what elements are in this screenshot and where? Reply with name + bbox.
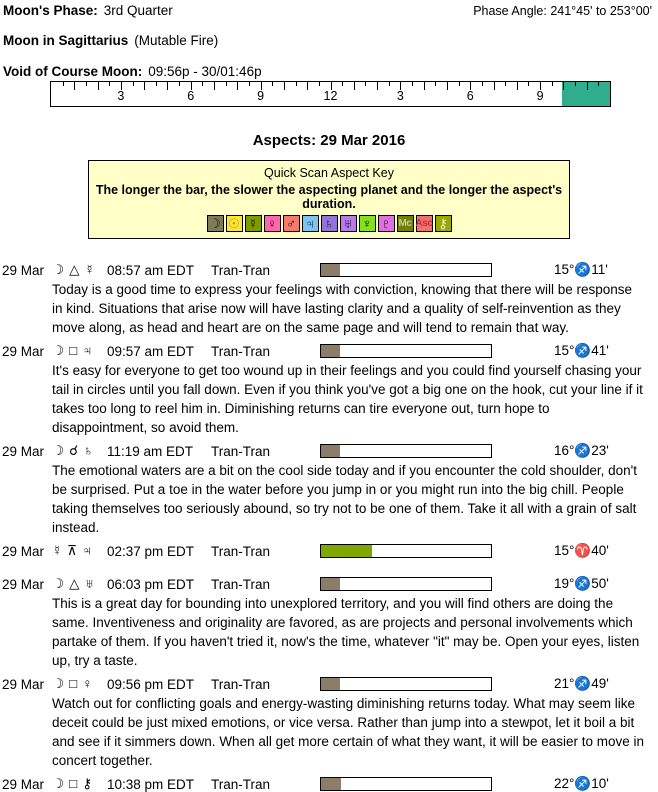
midheaven-icon: Mc xyxy=(397,215,414,232)
planet1-glyph: ☽ xyxy=(52,576,65,591)
aspect-block xyxy=(0,676,658,770)
ruler-hour-label: 9 xyxy=(257,89,265,103)
ruler-tick xyxy=(563,82,564,90)
aspect-description: Today is a good time to express your feelings with conviction, knowing that there will be response in kind. Situations that arise now will have lasting clarity and a quality of self-reinvention as they move along, as head and heart are on the same page and will tend to remain that way. xyxy=(52,282,633,335)
ruler-tick xyxy=(459,82,460,86)
aspect-type-glyph: △ xyxy=(69,576,80,591)
moon-phase-line xyxy=(3,3,658,18)
duration-bar-fill xyxy=(321,345,340,357)
ruler-hour-label: 6 xyxy=(187,89,195,103)
aspect-glyphs xyxy=(52,262,107,278)
mars-icon: ♂ xyxy=(283,215,300,232)
moon-info-panel xyxy=(0,0,658,107)
aspect-row xyxy=(0,576,658,592)
aspect-chart-type: Tran-Tran xyxy=(211,443,271,459)
ruler-tick xyxy=(296,82,297,86)
aspect-glyphs xyxy=(52,576,107,592)
planet2-glyph: ♄ xyxy=(83,443,94,458)
planet2-glyph: ⚷ xyxy=(82,776,93,791)
ruler-tick xyxy=(63,82,64,86)
ruler-tick xyxy=(179,82,180,86)
aspect-description: Watch out for conflicting goals and energy-wasting diminishing returns today. What may seem like deceit could be just mixed emotions, or vice versa. Rather than jump into a stewpot, let it boil a bit and see if it simmers down. When all get more certain of what they want, it will be easier to move in concert together. xyxy=(52,696,645,768)
planet2-glyph: ♃ xyxy=(82,343,93,358)
planet2-glyph: ♅ xyxy=(84,576,95,591)
planet1-glyph: ☽ xyxy=(52,443,65,458)
ruler-tick xyxy=(86,82,87,86)
pluto-icon: ♇ xyxy=(378,215,395,232)
ruler-tick xyxy=(249,82,250,86)
aspect-row xyxy=(0,676,658,692)
ruler-tick xyxy=(517,82,518,90)
aspect-list xyxy=(0,262,658,792)
moon-sign-label: Moon in Sagittarius xyxy=(3,33,129,48)
aspect-glyphs xyxy=(52,443,107,459)
duration-bar-fill xyxy=(321,778,341,790)
aspect-glyphs xyxy=(52,776,107,792)
aspect-row xyxy=(0,543,658,559)
duration-bar xyxy=(320,677,492,691)
ruler-tick xyxy=(389,82,390,86)
ruler-tick xyxy=(528,82,529,86)
aspect-time: 09:57 am EDT xyxy=(107,343,195,359)
aspect-chart-type: Tran-Tran xyxy=(211,343,271,359)
aspect-date: 29 Mar xyxy=(2,576,45,592)
ruler-hour-label: 3 xyxy=(117,89,125,103)
ruler-tick xyxy=(202,82,203,86)
aspect-chart-type: Tran-Tran xyxy=(211,776,271,792)
planet2-glyph: ☿ xyxy=(84,262,95,277)
ruler-tick xyxy=(74,82,75,90)
ruler-hour-label: 12 xyxy=(323,89,338,103)
ruler-tick xyxy=(412,82,413,86)
venus-icon: ♀ xyxy=(264,215,281,232)
sun-icon: ☉ xyxy=(226,215,243,232)
aspect-degree: 21°♐49' xyxy=(554,676,609,691)
aspect-description: It's easy for everyone to get too wound up in their feelings and you could find yourself chasing your tail in circles until you fall down. Even if you think you've got a big one on the hook, cut your line if it takes too long to reel him in. Diminishing returns can tire everyone out, turn hope to disappointment, so avoid them. xyxy=(52,363,643,435)
aspect-block xyxy=(0,543,658,559)
aspect-type-glyph: △ xyxy=(69,262,80,277)
aspect-chart-type: Tran-Tran xyxy=(211,676,271,692)
uranus-icon: ♅ xyxy=(340,215,357,232)
ruler-tick xyxy=(167,82,168,90)
ruler-tick xyxy=(98,82,99,90)
moon-icon: ☽ xyxy=(207,215,224,232)
ruler-hour-label: 3 xyxy=(396,89,404,103)
aspect-degree: 22°♐10' xyxy=(554,776,609,791)
aspect-row xyxy=(0,776,658,792)
aspect-block xyxy=(0,262,658,337)
duration-bar-fill xyxy=(321,545,372,557)
aspect-time: 06:03 pm EDT xyxy=(107,576,195,592)
aspects-title: Aspects: 29 Mar 2016 xyxy=(252,132,406,149)
jupiter-icon: ♃ xyxy=(302,215,319,232)
aspect-description: This is a great day for bounding into unexplored territory, and you will find others are doing the same. Inventiveness and originality are favored, as are projects and personal involvements which partake of them. If you haven't tried it, now's the time, whatever "it" may be. Open your eyes, listen up, try a taste. xyxy=(52,596,640,668)
aspect-block xyxy=(0,443,658,537)
ruler-tick xyxy=(133,82,134,86)
aspect-description: The emotional waters are a bit on the cool side today and if you encounter the cold shoulder, don't be surprised. Put a toe in the water before you jump in or you might run into the big chill. People taking themselves too seriously abound, so try not to be one of them. Take it all with a grain of salt instead. xyxy=(52,463,637,535)
ruler-tick xyxy=(587,82,588,90)
ruler-tick xyxy=(598,82,599,86)
planet1-glyph: ☽ xyxy=(52,676,65,691)
aspect-glyphs xyxy=(52,543,107,559)
ruler-tick xyxy=(552,82,553,86)
planet1-glyph: ☽ xyxy=(52,262,65,277)
ruler-tick xyxy=(494,82,495,90)
moon-sign-line xyxy=(3,33,658,48)
duration-bar xyxy=(320,344,492,358)
ruler-tick xyxy=(226,82,227,86)
aspect-block xyxy=(0,576,658,670)
aspect-block xyxy=(0,776,658,792)
aspect-time: 02:37 pm EDT xyxy=(107,543,195,559)
aspect-row xyxy=(0,262,658,278)
aspect-type-glyph: ☌ xyxy=(69,443,79,458)
void-timeline-ruler xyxy=(50,81,611,107)
ruler-tick xyxy=(342,82,343,86)
moon-sign-note: (Mutable Fire) xyxy=(134,33,219,48)
duration-bar xyxy=(320,544,492,558)
aspect-key-title: Quick Scan Aspect Key xyxy=(264,166,394,180)
planet-icon-row xyxy=(89,215,569,232)
aspect-degree: 15°♈40' xyxy=(554,543,609,558)
ruler-tick xyxy=(365,82,366,86)
aspect-time: 08:57 am EDT xyxy=(107,262,195,278)
ruler-tick xyxy=(447,82,448,90)
aspect-type-glyph: □ xyxy=(69,676,78,691)
planet1-glyph: ☿ xyxy=(52,543,63,558)
duration-bar xyxy=(320,577,492,591)
aspect-type-glyph: □ xyxy=(69,776,78,791)
void-of-course-line xyxy=(3,64,658,79)
ruler-tick xyxy=(284,82,285,90)
duration-bar-fill xyxy=(321,264,340,276)
planet1-glyph: ☽ xyxy=(52,343,65,358)
aspect-type-glyph: □ xyxy=(69,343,78,358)
quick-scan-aspect-key xyxy=(88,160,570,239)
planet2-glyph: ♃ xyxy=(82,543,93,558)
neptune-icon: ♆ xyxy=(359,215,376,232)
ruler-tick xyxy=(377,82,378,90)
aspect-glyphs xyxy=(52,343,107,359)
ruler-tick xyxy=(307,82,308,90)
aspect-type-glyph: ⊼ xyxy=(67,543,78,558)
aspect-chart-type: Tran-Tran xyxy=(211,543,271,559)
aspect-date: 29 Mar xyxy=(2,262,45,278)
aspect-key-subtitle: The longer the bar, the slower the aspecting planet and the longer the aspect's duration. xyxy=(95,183,563,211)
void-of-course-value: 09:56p - 30/01:46p xyxy=(148,64,262,79)
aspect-chart-type: Tran-Tran xyxy=(211,262,271,278)
aspect-degree: 15°♐11' xyxy=(554,262,608,277)
ruler-tick xyxy=(144,82,145,90)
aspect-time: 11:19 am EDT xyxy=(107,443,194,459)
aspect-date: 29 Mar xyxy=(2,776,45,792)
duration-bar-fill xyxy=(321,678,340,690)
ruler-hour-label: 6 xyxy=(466,89,474,103)
ruler-tick xyxy=(575,82,576,86)
aspect-row xyxy=(0,443,658,459)
aspect-block xyxy=(0,343,658,437)
ruler-tick xyxy=(214,82,215,90)
ruler-tick xyxy=(156,82,157,86)
void-of-course-label: Void of Course Moon: xyxy=(3,64,143,79)
aspect-chart-type: Tran-Tran xyxy=(211,576,271,592)
aspect-row xyxy=(0,343,658,359)
aspect-degree: 16°♐23' xyxy=(554,443,609,458)
aspect-date: 29 Mar xyxy=(2,676,45,692)
aspect-time: 10:38 pm EDT xyxy=(107,776,195,792)
duration-bar xyxy=(320,444,492,458)
saturn-icon: ♄ xyxy=(321,215,338,232)
ruler-hour-label: 9 xyxy=(536,89,544,103)
ruler-tick xyxy=(424,82,425,90)
aspect-degree: 19°♐50' xyxy=(554,576,609,591)
duration-bar xyxy=(320,777,492,791)
moon-phase-label: Moon's Phase: xyxy=(3,3,98,18)
duration-bar-fill xyxy=(321,445,340,457)
planet1-glyph: ☽ xyxy=(52,776,65,791)
planet2-glyph: ♀ xyxy=(82,676,93,691)
mercury-icon: ☿ xyxy=(245,215,262,232)
ruler-tick xyxy=(505,82,506,86)
aspect-date: 29 Mar xyxy=(2,443,45,459)
phase-angle: Phase Angle: 241°45' to 253°00' xyxy=(473,4,652,18)
ruler-tick xyxy=(109,82,110,86)
aspect-glyphs xyxy=(52,676,107,692)
ascendant-icon: Asc xyxy=(416,215,433,232)
ruler-tick xyxy=(482,82,483,86)
aspect-date: 29 Mar xyxy=(2,543,45,559)
duration-bar xyxy=(320,263,492,277)
aspect-degree: 15°♐41' xyxy=(554,343,609,358)
ruler-tick xyxy=(272,82,273,86)
ruler-tick xyxy=(319,82,320,86)
chiron-icon: ⚷ xyxy=(435,215,452,232)
aspect-date: 29 Mar xyxy=(2,343,45,359)
ruler-tick xyxy=(435,82,436,86)
ruler-tick xyxy=(237,82,238,90)
ruler-tick xyxy=(354,82,355,90)
duration-bar-fill xyxy=(321,578,340,590)
aspect-time: 09:56 pm EDT xyxy=(107,676,195,692)
moon-phase-value: 3rd Quarter xyxy=(103,3,173,18)
